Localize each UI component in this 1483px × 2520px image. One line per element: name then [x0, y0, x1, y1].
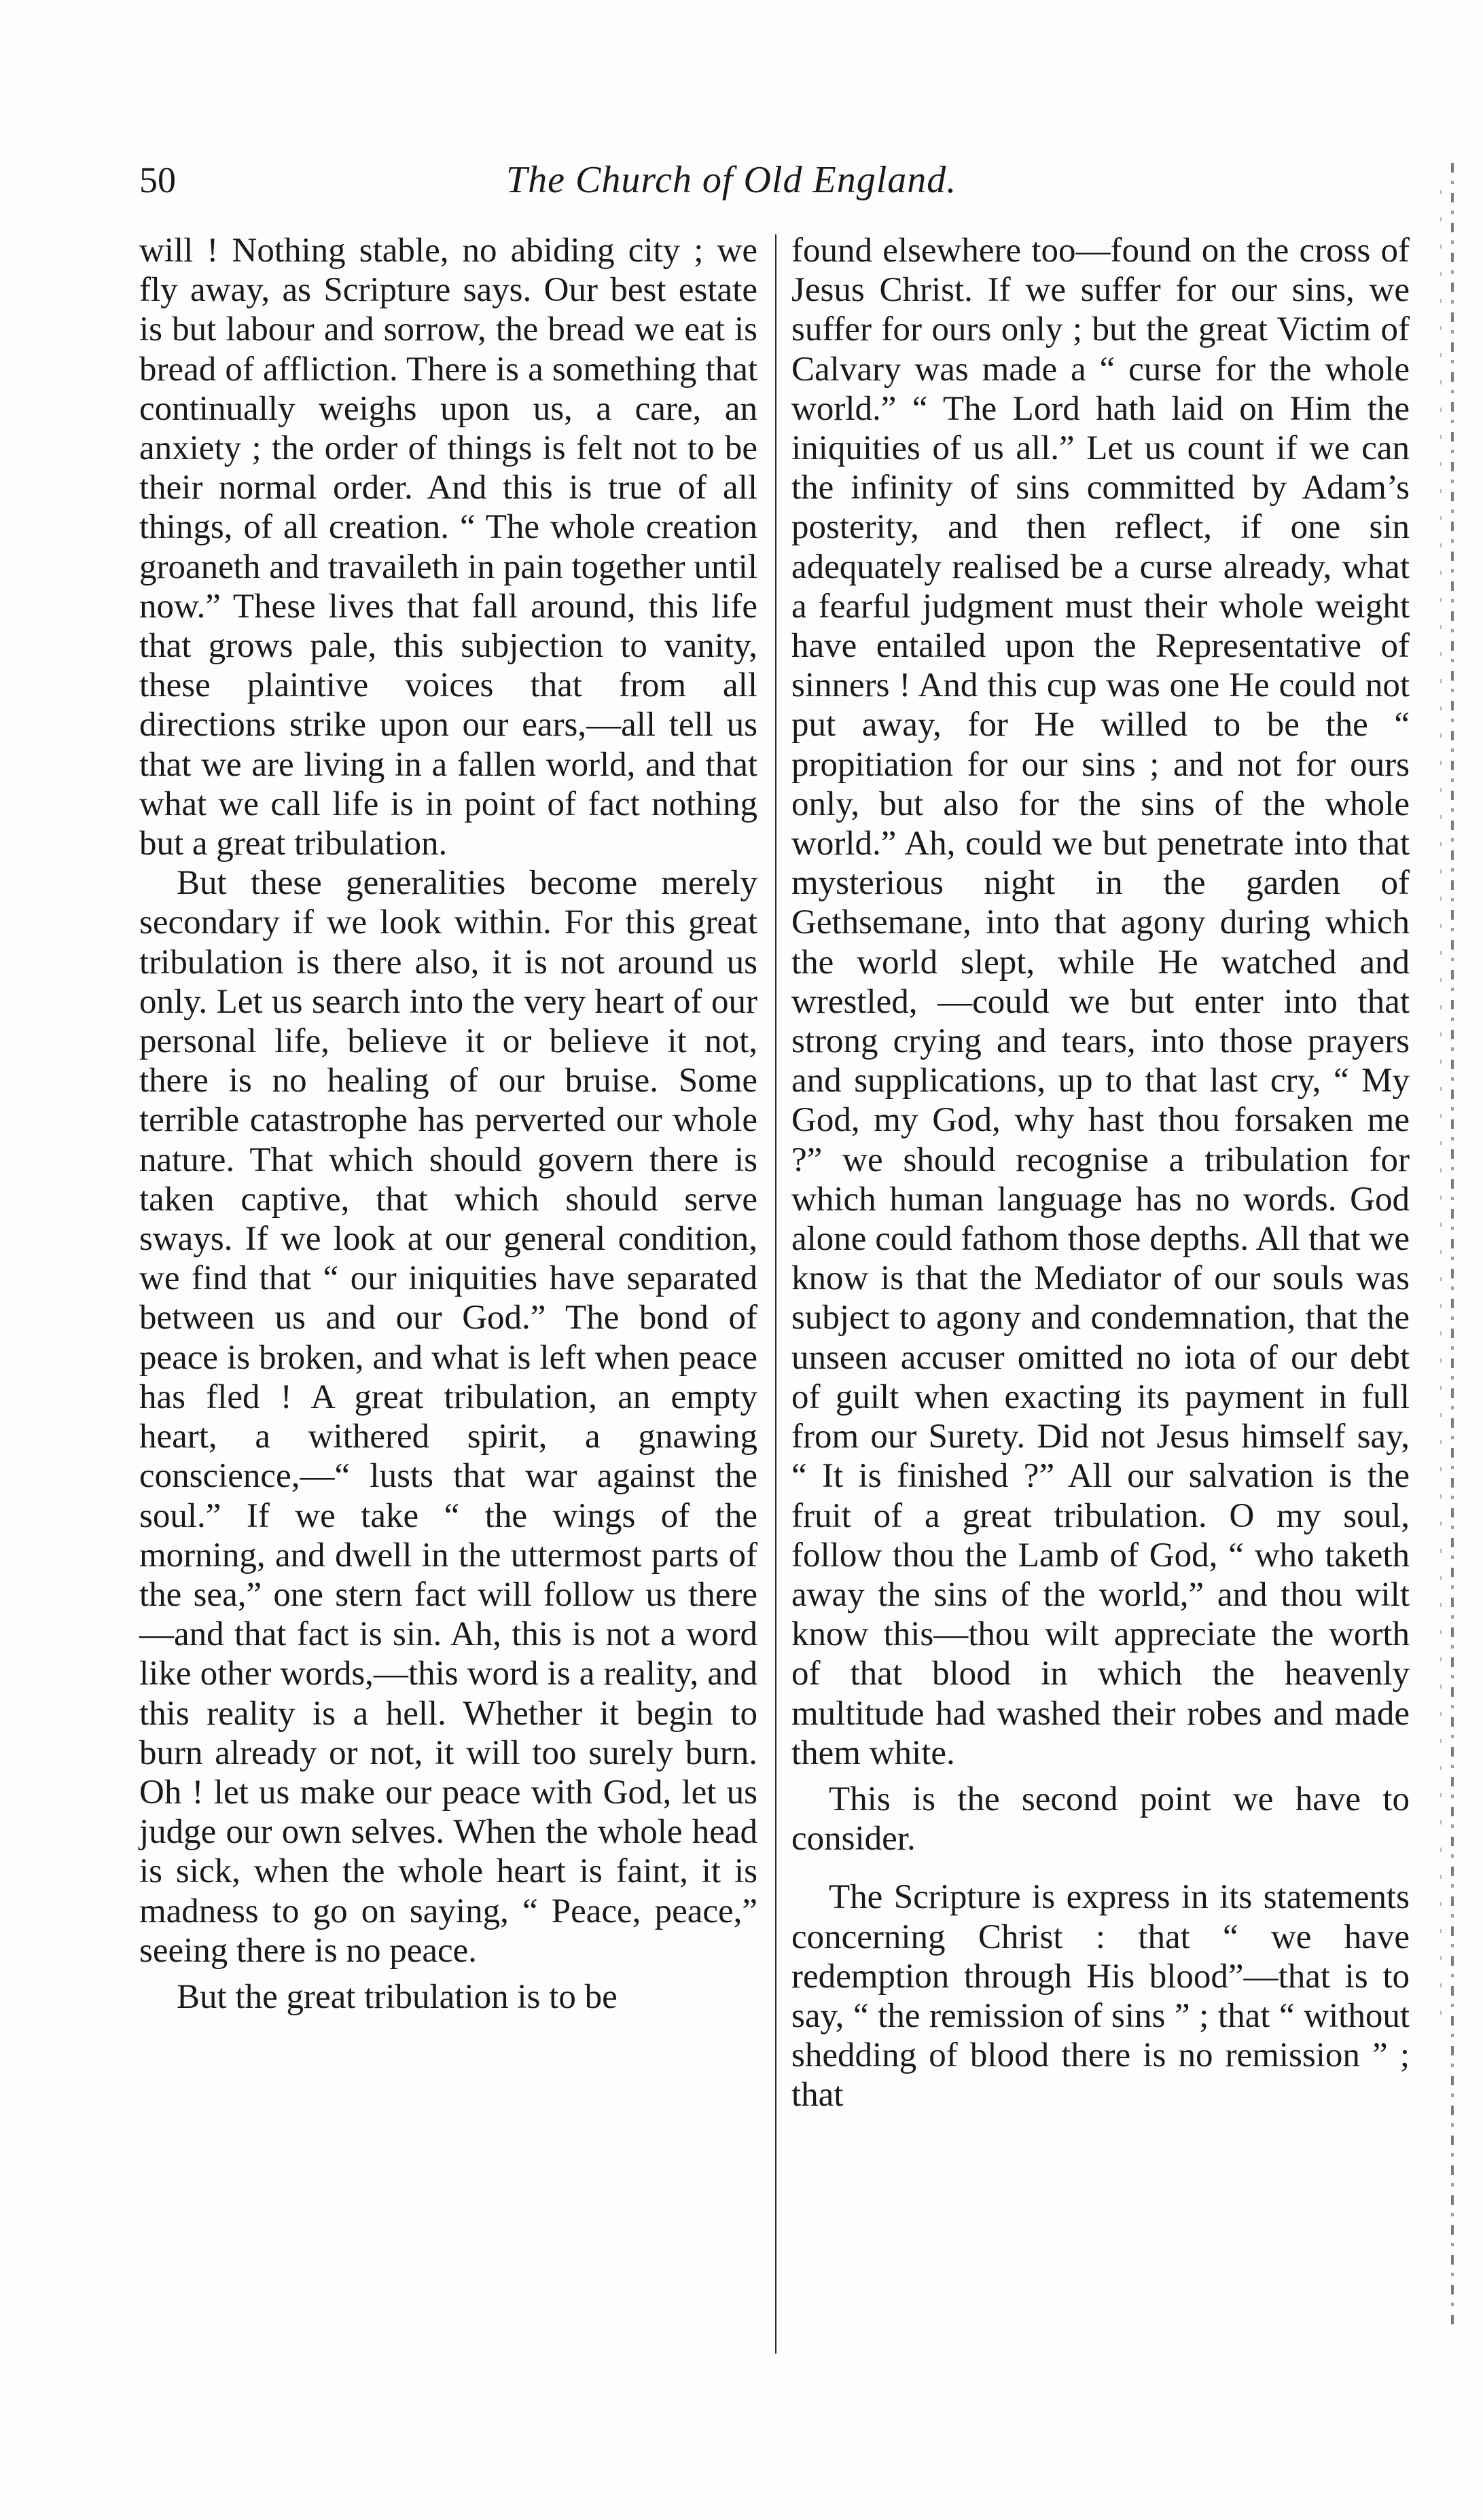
left-paragraph-2: But these generalities become merely secondary if we look within. For this great tribulation is there also, it is not around us only. Let us search into the very heart of our personal life, believe it or believe it not, there is no healing of our bruise. Some terrible catastrophe has perverted our whole nature. That which should govern there is taken captive, that which should serve sways. If we look at our general condition, we find that “ our iniquities have separated between us and our God.” The bond of peace is broken, and what is left when peace has fled ! A great tribulation, an empty heart, a withered spirit, a gnawing conscience,—“ lusts that war against the soul.” If we take “ the wings of the morning, and dwell in the uttermost parts of the sea,” one stern fact will follow us there—and that fact is sin. Ah, this is not a word like other words,—this word is a reality, and this reality is a hell. Whether it begin to burn already or not, it will too surely burn. Oh ! let us make our peace with God, let us judge our own selves. When the whole head is sick, when the whole heart is faint, it is madness to go on saying, “ Peace, peace,” seeing there is no peace. [139, 864, 757, 1970]
right-paragraph-3: The Scripture is express in its statements concerning Christ : that “ we have redemption through His blood”—that is to say, “ the remission of sins ” ; that “ without shedding of blood there is no remission ” ; that [791, 1878, 1410, 2114]
right-paragraph-1: found elsewhere too—found on the cross of Jesus Christ. If we suffer for our sins, we suffer for ours only ; but the great Victim of Calvary was made a “ curse for the whole world.” “ The Lord hath laid on Him the iniquities of us all.” Let us count if we can the infinity of sins committed by Adam’s posterity, and then reflect, if one sin adequately realised be a curse already, what a fearful judgment must their whole weight have entailed upon the Representative of sinners ! And this cup was one He could not put away, for He willed to be the “ propitiation for our sins ; and not for ours only, but also for the sins of the whole world.” Ah, could we but penetrate into that mysterious night in the garden of Gethsemane, into that agony during which the world slept, while He watched and wrestled, —could we but enter into that strong crying and tears, into those prayers and supplications, up to that last cry, “ My God, my God, why hast thou forsaken me ?” we should recognise a tribulation for which human language has no words. God alone could fathom those depths. All that we know is that the Mediator of our souls was subject to agony and condemnation, that the unseen accuser omitted no iota of our debt of guilt when exacting its payment in full from our Surety. Did not Jesus himself say, “ It is finished ?” All our salvation is the fruit of a great tribulation. O my soul, follow thou the Lamb of God, “ who taketh away the sins of the world,” and thou wilt know this—thou wilt appreciate the worth of that blood in which the heavenly multitude had washed their robes and made them white. [791, 232, 1410, 1772]
left-paragraph-1: will ! Nothing stable, no abiding city ; we fly away, as Scripture says. Our best estate is but labour and sorrow, the bread we eat is bread of affliction. There is a something that continually weighs upon us, a care, an anxiety ; the order of things is felt not to be their normal order. And this is true of all things, of all creation. “ The whole creation groaneth and travaileth in pain together until now.” These lives that fall around, this life that grows pale, this subjection to vanity, these plaintive voices that from all directions strike upon our ears,—all tell us that we are living in a fallen world, and that what we call life is in point of fact nothing but a great tribulation. [139, 232, 757, 863]
page-header [139, 153, 1410, 207]
running-title: The Church of Old England. [506, 159, 957, 201]
left-column [139, 231, 757, 2017]
column-divider [775, 234, 776, 2354]
page-edge-mark-secondary [1440, 190, 1442, 2024]
left-paragraph-3: But the great tribulation is to be [177, 1977, 618, 2016]
right-column [791, 231, 1410, 2115]
right-paragraph-2: This is the second point we have to consider. [791, 1780, 1410, 1858]
page-number: 50 [139, 160, 176, 200]
page-edge-mark [1451, 163, 1454, 2330]
